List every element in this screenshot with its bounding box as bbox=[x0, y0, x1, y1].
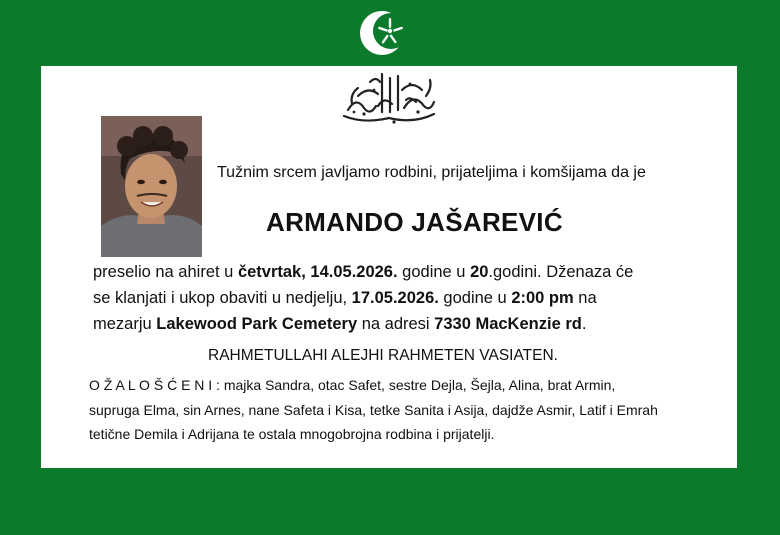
age: 20 bbox=[470, 263, 489, 281]
text-segment: na bbox=[573, 289, 597, 307]
text-segment: se klanjati i ukop obaviti u nedjelju, bbox=[93, 289, 352, 307]
text-segment: godine u bbox=[438, 289, 512, 307]
text-segment: .godini. Dženaza će bbox=[488, 263, 634, 281]
mourners-line: supruga Elma, sin Arnes, nane Safeta i Kisa, tetke Sanita i Asija, dajdže Asmir, Latif i Emrah bbox=[89, 402, 658, 418]
death-date: četvrtak, 14.05.2026. bbox=[237, 263, 398, 281]
obituary-card bbox=[41, 66, 737, 468]
text-segment: na adresi bbox=[357, 315, 435, 333]
cemetery-name: Lakewood Park Cemetery bbox=[156, 315, 358, 333]
cemetery-address: 7330 MacKenzie rd bbox=[434, 315, 582, 333]
crescent-star-icon bbox=[356, 4, 416, 62]
announcement-line-2 bbox=[93, 289, 597, 308]
mourners-line: O Ž A L O Š Ć E N I : majka Sandra, otac Safet, sestre Dejla, Šejla, Alina, brat Armin, bbox=[89, 377, 616, 393]
text-segment: preselio na ahiret u bbox=[93, 263, 238, 281]
text-segment: mezarju bbox=[93, 315, 157, 333]
announcement-line-3 bbox=[93, 315, 586, 334]
funeral-date: 17.05.2026. bbox=[351, 289, 439, 307]
arabic-calligraphy-icon bbox=[334, 66, 444, 128]
intro-text: Tužnim srcem javljamo rodbini, prijateljima i komšijama da je bbox=[217, 164, 646, 181]
announcement-line-1 bbox=[93, 263, 633, 282]
text-segment: . bbox=[581, 315, 587, 333]
funeral-time: 2:00 pm bbox=[511, 289, 574, 307]
deceased-name: ARMANDO JAŠAREVIĆ bbox=[266, 207, 563, 237]
mourners-line: tetične Demila i Adrijana te ostala mnogobrojna rodbina i prijatelji. bbox=[89, 426, 495, 442]
portrait-photo bbox=[101, 116, 202, 257]
text-segment: godine u bbox=[397, 263, 471, 281]
prayer-line: RAHMETULLAHI ALEJHI RAHMETEN VASIATEN. bbox=[208, 347, 558, 364]
